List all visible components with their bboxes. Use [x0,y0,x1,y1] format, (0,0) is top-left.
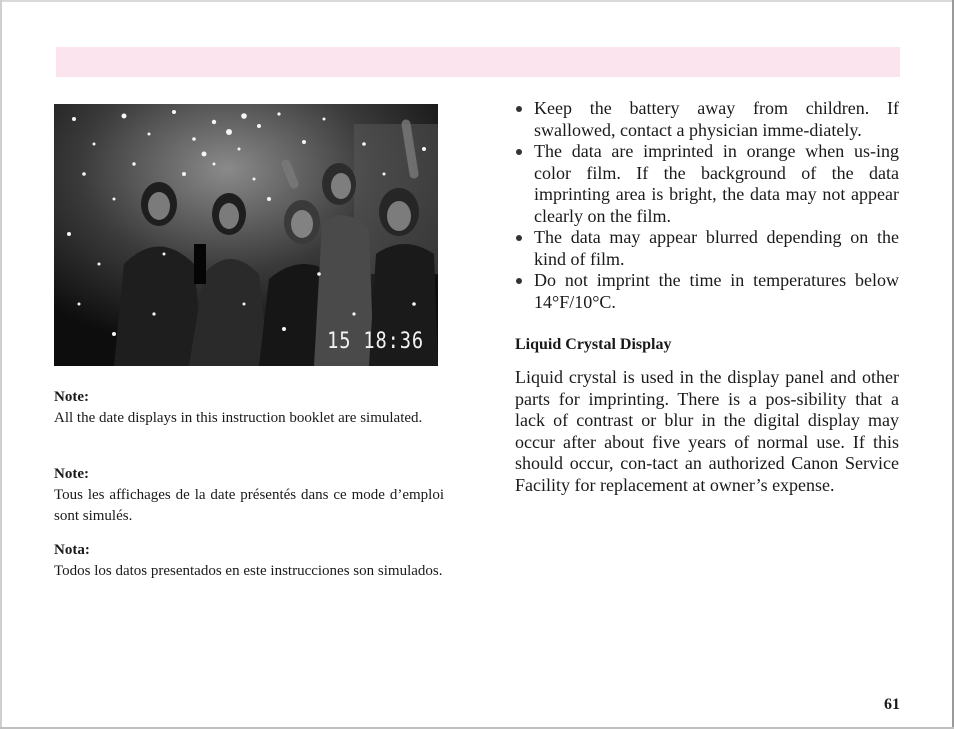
bullet-text: Keep the battery away from children. If swallowed, contact a physician imme-diately. [534,98,899,140]
page-edge-left [0,0,2,729]
bullet-text: The data are imprinted in orange when us-ing color film. If the background of the data imprinting area is bright, the data may not appear clearly on the film. [534,141,899,226]
note-english [54,388,444,429]
header-band [56,47,900,77]
bullet-item [515,227,899,270]
note-spanish [54,541,444,582]
photo-illustration [54,104,438,366]
right-column [515,98,899,496]
party-photo [54,104,438,366]
bullet-item [515,98,899,141]
note-title: Nota: [54,542,90,558]
section-body: Liquid crystal is used in the display panel and other parts for imprinting. There is a pos-sibility that a lack of contrast or blur in the digital display may occur after about five years of normal use. If this should occur, con-tact an authorized Canon Service Facility for replacement at owner’s expense. [515,367,899,495]
bullet-text: Do not imprint the time in temperatures below 14°F/10°C. [534,270,899,312]
note-french [54,465,444,527]
note-text: All the date displays in this instruction booklet are simulated. [54,410,423,426]
bullet-text: The data may appear blurred depending on the kind of film. [534,227,899,269]
bullet-icon [516,235,522,241]
bullet-icon [516,149,522,155]
bullet-icon [516,278,522,284]
note-title: Note: [54,389,89,405]
date-stamp: 15 18:36 [327,329,424,354]
bullet-item [515,141,899,227]
note-text: Todos los datos presentados en este instrucciones son simulados. [54,563,443,579]
page-number: 61 [884,696,900,713]
page-edge-top [0,0,954,2]
bullet-icon [516,106,522,112]
note-text: Tous les affichages de la date présentés dans ce mode d’emploi sont simulés. [54,487,444,524]
section-heading: Liquid Crystal Display [515,336,672,353]
bullet-list [515,98,899,313]
note-title: Note: [54,466,89,482]
bullet-item [515,270,899,313]
